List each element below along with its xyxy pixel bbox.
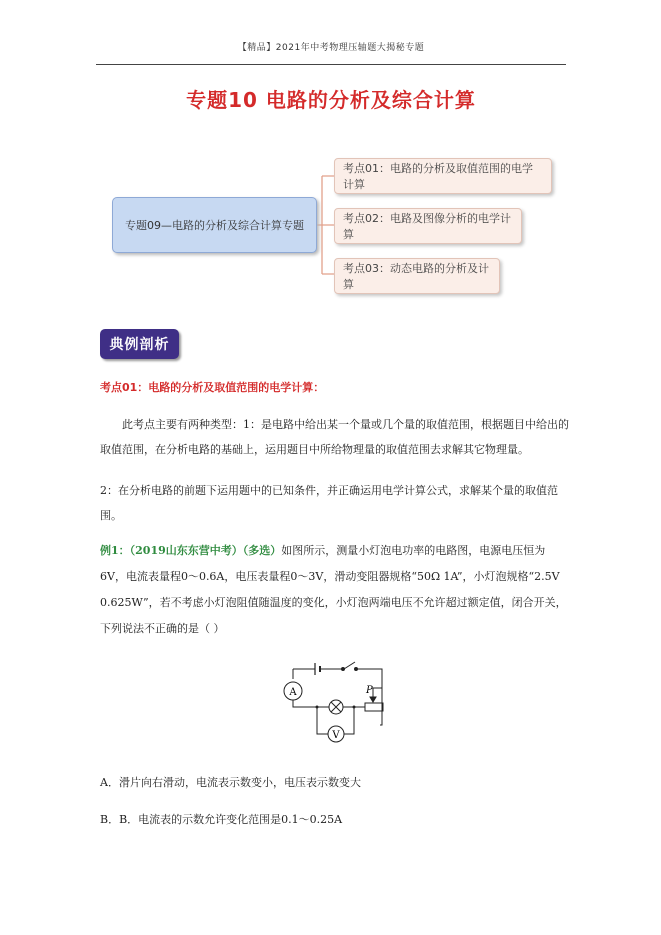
mindmap-node-1: 考点01：电路的分析及取值范围的电学计算 (334, 158, 552, 194)
circuit-diagram (270, 655, 400, 750)
section-badge: 典例剖析 (100, 329, 179, 359)
question-block (100, 538, 570, 642)
slider-label: P (366, 685, 373, 696)
header-divider (96, 64, 566, 65)
question-text: 如图所示，测量小灯泡电功率的电路图，电源电压恒为6V，电流表量程0～0.6A，电压表量程0～3V，滑动变阻器规格“50Ω 1A”，小灯泡规格“2.5V 0.625W”，若不考虑小灯泡阻值随温度的变化，小灯泡两端电压不允许超过额定值，闭合开关，下列说法不正确的是（ ） (100, 544, 567, 635)
topic-heading: 考点01：电路的分析及取值范围的电学计算： (100, 381, 325, 394)
page-header: 【精品】2021年中考物理压轴题大揭秘专题 (237, 43, 425, 53)
ammeter-label: A (289, 687, 297, 698)
option-b: B．B．电流表的示数允许变化范围是0.1～0.25A (100, 813, 343, 826)
intro-paragraph-2: 2：在分析电路的前题下运用题中的已知条件，并正确运用电学计算公式，求解某个量的取值范围。 (100, 484, 558, 522)
question-source: （2019山东东营中考）（多选） (129, 544, 282, 557)
voltmeter-label: V (332, 730, 340, 741)
mindmap-center-node: 专题09—电路的分析及综合计算专题 (112, 197, 317, 253)
mindmap-node-2: 考点02：电路及图像分析的电学计算 (334, 208, 522, 244)
mindmap-node-3: 考点03：动态电路的分析及计算 (334, 258, 500, 294)
question-label: 例1： (100, 544, 130, 557)
intro-paragraph-1: 此考点主要有两种类型：1：是电路中给出某一个量或几个量的取值范围，根据题目中给出的取值范围，在分析电路的基础上，运用题目中所给物理量的取值范围去求解其它物理量。 (100, 418, 569, 456)
page-title: 专题10 电路的分析及综合计算 (186, 88, 476, 112)
option-a: A．滑片向右滑动，电流表示数变小，电压表示数变大 (100, 776, 361, 789)
